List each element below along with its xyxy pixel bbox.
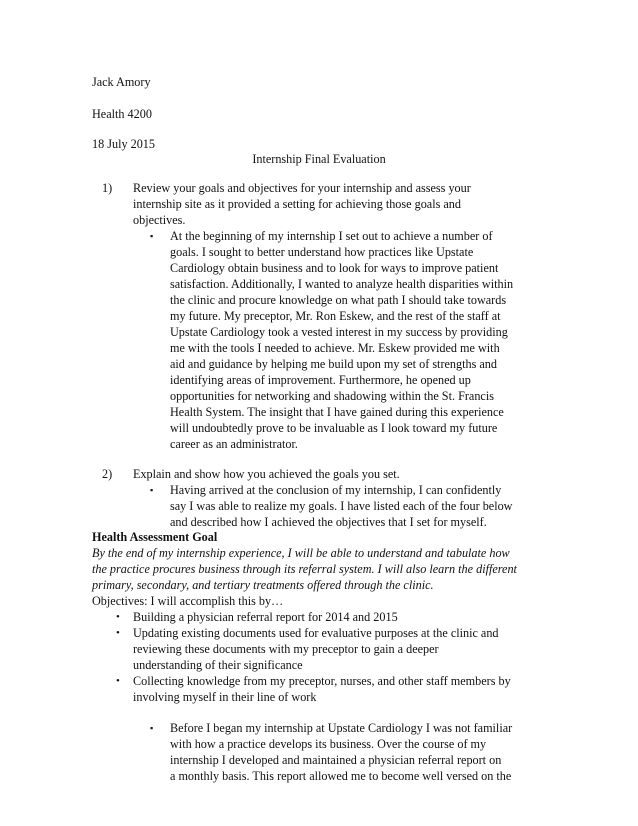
square-bullet-icon: ▪ [150, 723, 154, 733]
document-title: Internship Final Evaluation [252, 152, 386, 166]
objective-line: reviewing these documents with my preceptor to gain a deeper [133, 642, 439, 656]
question-2-number: 2) [102, 467, 113, 481]
objective-line: involving myself in their line of work [133, 690, 317, 704]
round-bullet-icon: • [116, 675, 120, 687]
course-name: Health 4200 [92, 107, 152, 121]
answer-1-line: career as an administrator. [170, 437, 298, 451]
question-2-line: Explain and show how you achieved the goals you set. [133, 467, 400, 481]
answer-1-line: me with the tools I needed to achieve. Mr. Eskew provided me with [170, 341, 500, 355]
square-bullet-icon: ▪ [150, 231, 154, 241]
answer-1-line: goals. I sought to better understand how practices like Upstate [170, 245, 474, 259]
goal-statement-line: By the end of my internship experience, I will be able to understand and tabulate how [92, 546, 510, 560]
goal-statement-line: primary, secondary, and tertiary treatments offered through the clinic. [92, 578, 434, 592]
answer-1-line: Health System. The insight that I have gained during this experience [170, 405, 504, 419]
detail-line: with how a practice develops its business. Over the course of my [170, 737, 487, 751]
objective-line: Collecting knowledge from my preceptor, nurses, and other staff members by [133, 674, 511, 688]
answer-1-line: aid and guidance by helping me build upon my set of strengths and [170, 357, 497, 371]
question-1-line: internship site as it provided a setting for achieving those goals and [133, 197, 461, 211]
question-1-line: objectives. [133, 213, 186, 227]
answer-1-line: Upstate Cardiology took a vested interest in my success by providing [170, 325, 508, 339]
question-1-number: 1) [102, 181, 113, 195]
answer-1-line: satisfaction. Additionally, I wanted to analyze health disparities within [170, 277, 514, 291]
answer-2-line: and described how I achieved the objectives that I set for myself. [170, 515, 487, 529]
round-bullet-icon: • [116, 627, 120, 639]
goal-statement-line: the practice procures business through its referral system. I will also learn the different [92, 562, 517, 576]
answer-1-line: At the beginning of my internship I set out to achieve a number of [170, 229, 493, 243]
section-heading: Health Assessment Goal [92, 530, 218, 544]
answer-2-line: Having arrived at the conclusion of my internship, I can confidently [170, 483, 502, 497]
answer-1-line: identifying areas of improvement. Furthermore, he opened up [170, 373, 471, 387]
answer-1-line: my future. My preceptor, Mr. Ron Eskew, and the rest of the staff at [170, 309, 501, 323]
author-name: Jack Amory [92, 75, 151, 89]
answer-2-line: say I was able to realize my goals. I have listed each of the four below [170, 499, 513, 513]
square-bullet-icon: ▪ [150, 485, 154, 495]
detail-line: Before I began my internship at Upstate Cardiology I was not familiar [170, 721, 513, 735]
objective-line: Updating existing documents used for evaluative purposes at the clinic and [133, 626, 499, 640]
detail-line: internship I developed and maintained a physician referral report on [170, 753, 502, 767]
detail-line: a monthly basis. This report allowed me to become well versed on the [170, 769, 512, 783]
answer-1-line: the clinic and procure knowledge on what path I should take towards [170, 293, 507, 307]
answer-1-line: Cardiology obtain business and to look for ways to improve patient [170, 261, 499, 275]
question-1-line: Review your goals and objectives for your internship and assess your [133, 181, 471, 195]
round-bullet-icon: • [116, 611, 120, 623]
objectives-label: Objectives: I will accomplish this by… [92, 594, 284, 608]
answer-1-line: will undoubtedly prove to be invaluable as I look toward my future [170, 421, 498, 435]
objective-line: Building a physician referral report for 2014 and 2015 [133, 610, 398, 624]
objective-line: understanding of their significance [133, 658, 303, 672]
document-date: 18 July 2015 [92, 137, 155, 151]
answer-1-line: opportunities for networking and shadowing within the St. Francis [170, 389, 494, 403]
